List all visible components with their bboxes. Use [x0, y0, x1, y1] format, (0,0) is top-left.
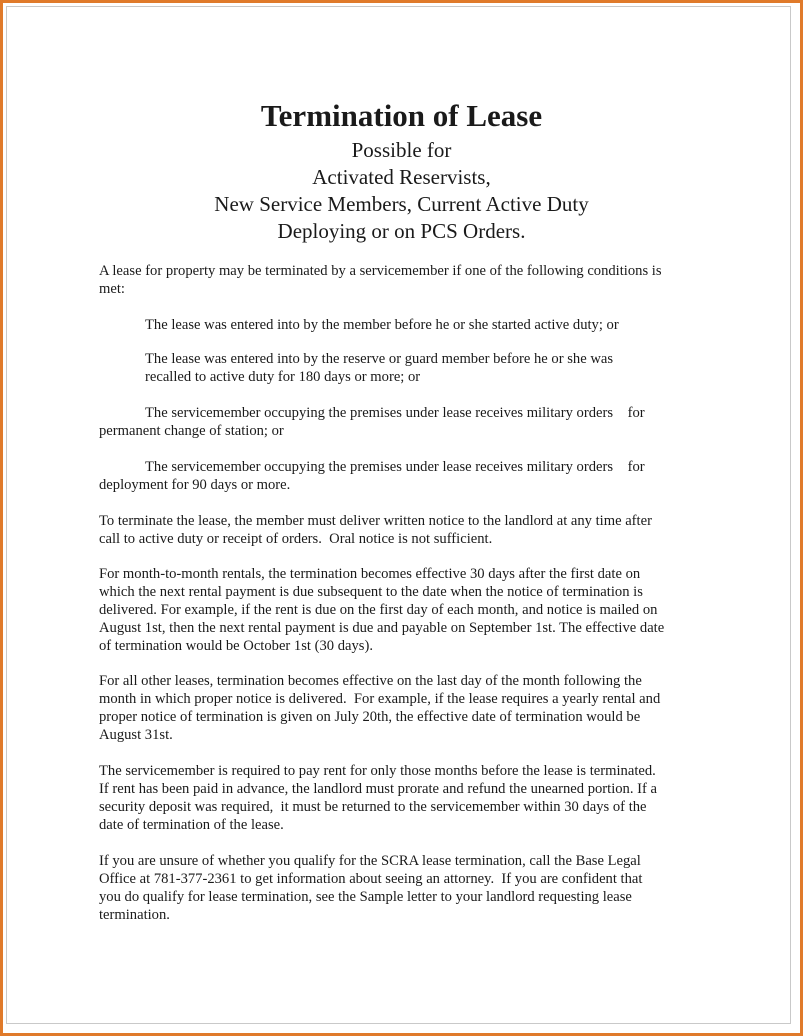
paragraph-line: call to active duty or receipt of orders. Oral notice is not sufficient.: [99, 531, 493, 547]
paragraph-line: delivered. For example, if the rent is due on the first day of each month, and notice is mailed on: [99, 602, 658, 618]
condition-line: recalled to active duty for 180 days or more; or: [145, 369, 421, 385]
subtitle-line: Activated Reservists,: [312, 165, 491, 189]
condition-line: deployment for 90 days or more.: [99, 477, 291, 493]
paragraph-line: August 31st.: [99, 727, 173, 743]
paragraph-line: date of termination of the lease.: [99, 817, 284, 833]
paragraph-line: security deposit was required, it must be returned to the servicemember within 30 days of the: [99, 799, 647, 815]
paragraph-line: proper notice of termination is given on July 20th, the effective date of termination would be: [99, 709, 641, 725]
subtitle-line: Deploying or on PCS Orders.: [277, 219, 526, 243]
subtitle-line: Possible for: [351, 138, 452, 162]
paragraph-line: The servicemember is required to pay rent for only those months before the lease is terminated.: [99, 763, 656, 779]
condition-line: The lease was entered into by the member before he or she started active duty; or: [145, 317, 619, 333]
paragraph-line: Office at 781-377-2361 to get information about seeing an attorney. If you are confident that: [99, 871, 643, 887]
paragraph-line: To terminate the lease, the member must deliver written notice to the landlord at any time after: [99, 513, 652, 529]
subtitle-line: New Service Members, Current Active Duty: [214, 192, 589, 216]
paragraph-line: which the next rental payment is due subsequent to the date when the notice of termination is: [99, 584, 643, 600]
document-title: Termination of Lease: [260, 98, 543, 133]
paragraph-line: you do qualify for lease termination, see the Sample letter to your landlord requesting lease: [99, 889, 632, 905]
paragraph-line: August 1st, then the next rental payment is due and payable on September 1st. The effective date: [99, 620, 665, 636]
intro-line: met:: [99, 281, 125, 297]
paragraph-line: termination.: [99, 907, 170, 923]
paragraph-line: month in which proper notice is delivered. For example, if the lease requires a yearly rental and: [99, 691, 661, 707]
paragraph-line: If rent has been paid in advance, the landlord must prorate and refund the unearned portion. If a: [99, 781, 657, 797]
paragraph-line: For all other leases, termination becomes effective on the last day of the month following the: [99, 673, 642, 689]
paragraph-line: For month-to-month rentals, the termination becomes effective 30 days after the first date on: [99, 566, 641, 582]
paragraph-line: If you are unsure of whether you qualify for the SCRA lease termination, call the Base Legal: [99, 853, 641, 869]
paragraph-line: of termination would be October 1st (30 days).: [99, 638, 373, 654]
condition-line: The servicemember occupying the premises under lease receives military orders for: [145, 459, 645, 475]
condition-line: The lease was entered into by the reserve or guard member before he or she was: [145, 351, 614, 367]
intro-line: A lease for property may be terminated by a servicemember if one of the following conditions is: [99, 263, 662, 279]
condition-line: The servicemember occupying the premises under lease receives military orders for: [145, 405, 645, 421]
condition-line: permanent change of station; or: [99, 423, 284, 439]
